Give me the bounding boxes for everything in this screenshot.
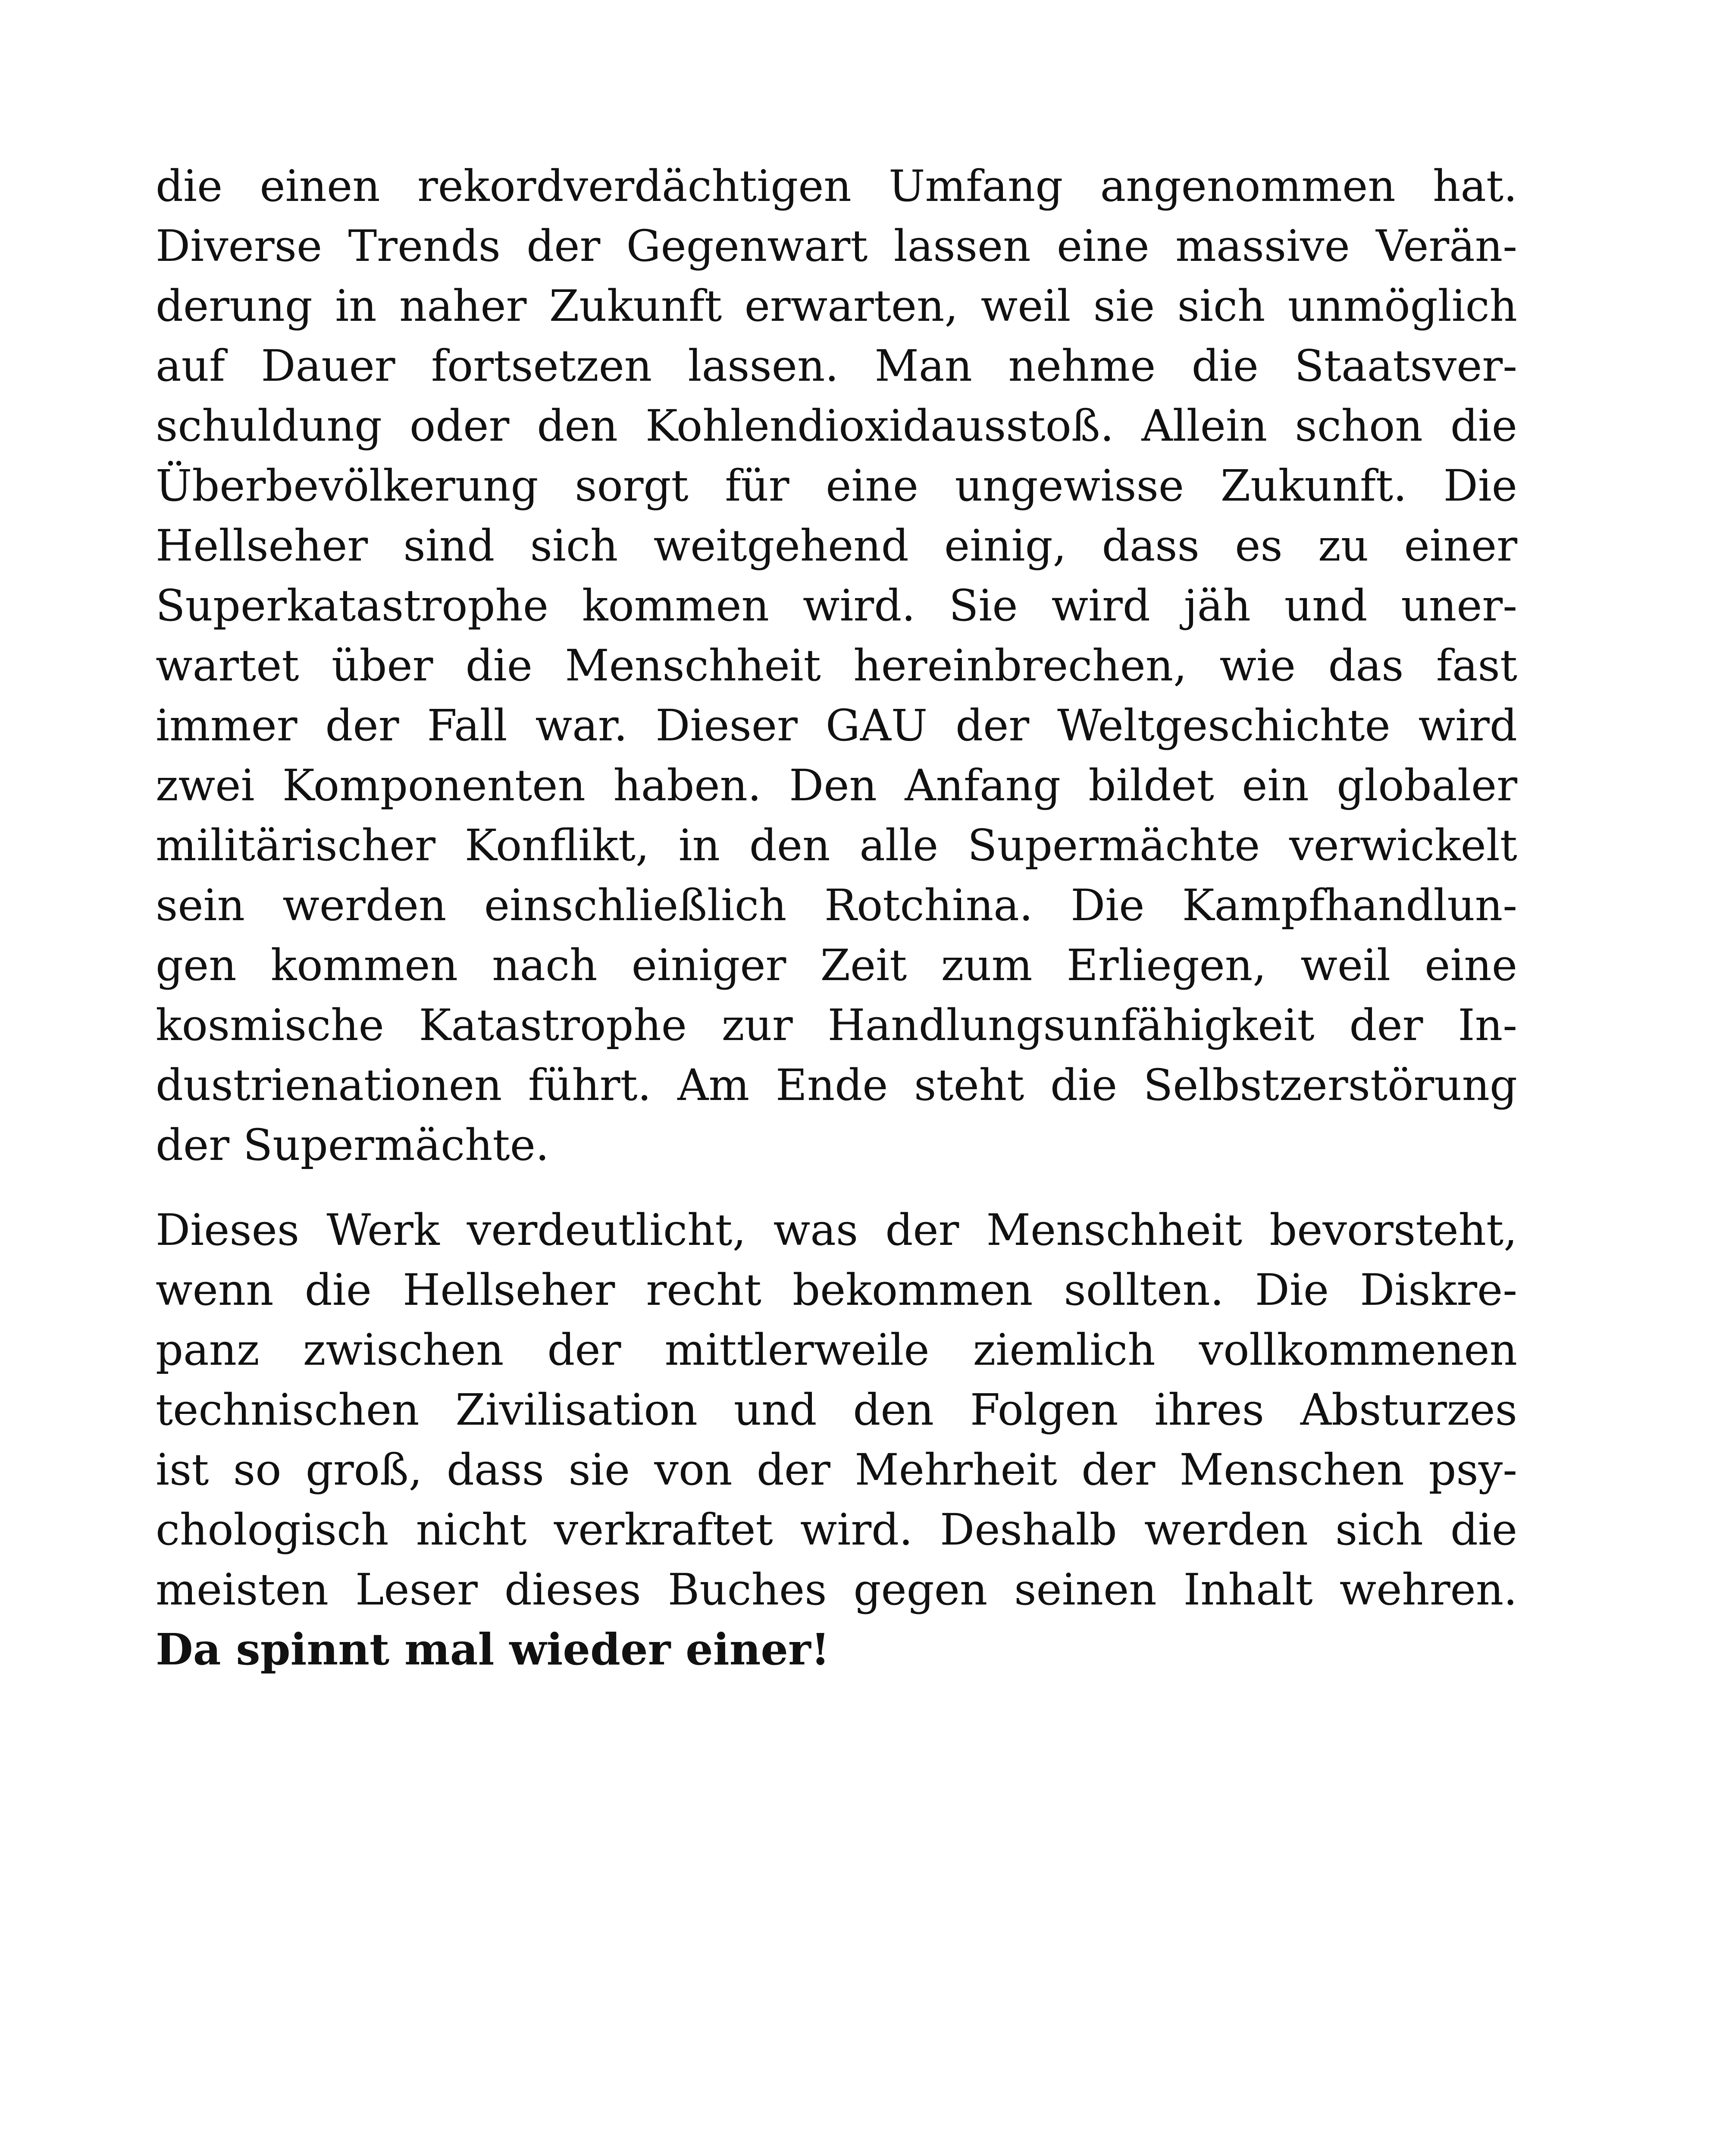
text-line: auf Dauer fortsetzen lassen. Man nehme die Staatsver-: [156, 341, 1517, 391]
text-line: Dieses Werk verdeutlicht, was der Menschheit bevorsteht,: [156, 1205, 1517, 1255]
text-line: der Supermächte.: [156, 1120, 549, 1170]
text-line: zwei Komponenten haben. Den Anfang bildet ein globaler: [156, 760, 1517, 811]
text-line: Überbevölkerung sorgt für eine ungewisse Zukunft. Die: [156, 461, 1517, 511]
text-line: meisten Leser dieses Buches gegen seinen Inhalt wehren.: [156, 1564, 1517, 1615]
text-line: ist so groß, dass sie von der Mehrheit der Menschen psy-: [156, 1445, 1517, 1495]
text-line: sein werden einschließlich Rotchina. Die Kampfhandlun-: [156, 880, 1517, 931]
text-line: derung in naher Zukunft erwarten, weil sie sich unmöglich: [156, 281, 1517, 331]
text-line: Superkatastrophe kommen wird. Sie wird jäh und uner-: [156, 580, 1517, 631]
text-line: panz zwischen der mittlerweile ziemlich vollkommenen: [156, 1325, 1517, 1375]
text-line: chologisch nicht verkraftet wird. Deshalb werden sich die: [156, 1504, 1517, 1555]
text-line: wartet über die Menschheit hereinbrechen, wie das fast: [156, 640, 1517, 691]
text-line: technischen Zivilisation und den Folgen ihres Absturzes: [156, 1385, 1517, 1435]
bold-closing-line: Da spinnt mal wieder einer!: [156, 1624, 830, 1675]
paragraph-2: [156, 1200, 1517, 1680]
text-line: Hellseher sind sich weitgehend einig, dass es zu einer: [156, 520, 1517, 571]
text-line: die einen rekordverdächtigen Umfang angenommen hat.: [156, 161, 1517, 211]
text-line: wenn die Hellseher recht bekommen sollten. Die Diskre-: [156, 1265, 1517, 1315]
text-line: schuldung oder den Kohlendioxidausstoß. Allein schon die: [156, 401, 1517, 451]
text-line: gen kommen nach einiger Zeit zum Erliegen, weil eine: [156, 940, 1517, 990]
text-line: militärischer Konflikt, in den alle Supermächte verwickelt: [156, 820, 1517, 871]
text-line: Diverse Trends der Gegenwart lassen eine massive Verän-: [156, 221, 1517, 271]
text-line: dustrienationen führt. Am Ende steht die Selbstzerstörung: [156, 1060, 1517, 1110]
paragraph-1: [156, 156, 1517, 1175]
text-line: kosmische Katastrophe zur Handlungsunfähigkeit der In-: [156, 1000, 1517, 1050]
text-line: immer der Fall war. Dieser GAU der Weltgeschichte wird: [156, 700, 1517, 751]
